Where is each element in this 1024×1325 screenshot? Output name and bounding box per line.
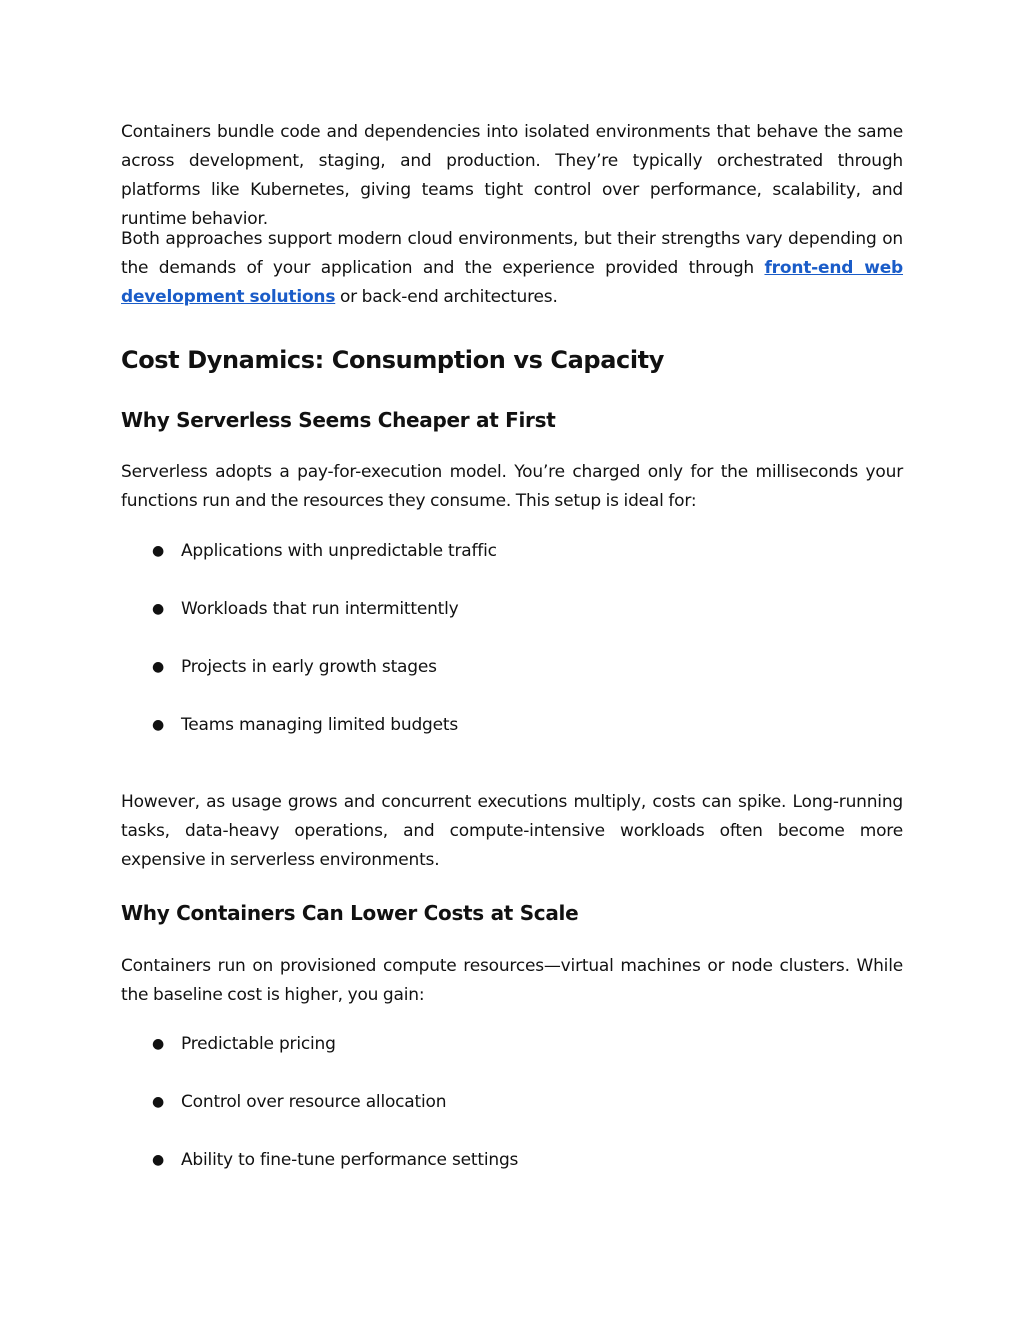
list-item <box>121 537 903 595</box>
list-item <box>121 1030 903 1088</box>
list-item-text: Teams managing limited budgets <box>181 715 459 735</box>
bullet-icon: ● <box>152 717 165 733</box>
list-item <box>121 595 903 653</box>
bullet-icon: ● <box>152 1094 165 1110</box>
list-item <box>121 711 903 769</box>
intro-paragraph: Containers bundle code and dependencies into isolated environments that behave the same across development, staging, and production. They’re typically orchestrated through platforms like Kubernetes, giving teams tight control over performance, scalability, and runtime behavior. <box>121 122 903 229</box>
list-item-text: Ability to fine-tune performance settings <box>181 1150 519 1170</box>
bullet-icon: ● <box>152 601 165 617</box>
list-item-text: Workloads that run intermittently <box>181 599 459 619</box>
bullet-icon: ● <box>152 1036 165 1052</box>
serverless-paragraph: Serverless adopts a pay-for-execution model. You’re charged only for the milliseconds your functions run and the resources they consume. This setup is ideal for: <box>121 462 903 511</box>
subheading-containers: Why Containers Can Lower Costs at Scale <box>121 901 579 925</box>
approaches-text-after-link: or back-end architectures. <box>335 287 558 307</box>
list-item-text: Predictable pricing <box>181 1034 336 1054</box>
serverless-followup-paragraph: However, as usage grows and concurrent executions multiply, costs can spike. Long-running tasks, data-heavy operations, and compute-intensive workloads often become more expensive in serverless environments. <box>121 792 903 870</box>
front-end-web-development-link[interactable]: front-end web development solutions <box>121 258 903 307</box>
list-item <box>121 1088 903 1146</box>
list-item-text: Projects in early growth stages <box>181 657 437 677</box>
list-item <box>121 1146 903 1204</box>
approaches-text-before-link: Both approaches support modern cloud environments, but their strengths vary depending on the demands of your application and the experience provided through <box>121 229 903 278</box>
bullet-icon: ● <box>152 659 165 675</box>
serverless-bullet-list <box>121 537 903 769</box>
containers-paragraph: Containers run on provisioned compute resources—virtual machines or node clusters. While the baseline cost is higher, you gain: <box>121 956 903 1005</box>
list-item-text: Control over resource allocation <box>181 1092 447 1112</box>
section-heading-cost-dynamics: Cost Dynamics: Consumption vs Capacity <box>121 346 664 374</box>
subheading-serverless: Why Serverless Seems Cheaper at First <box>121 408 556 432</box>
bullet-icon: ● <box>152 543 165 559</box>
list-item-text: Applications with unpredictable traffic <box>181 541 497 561</box>
list-item <box>121 653 903 711</box>
bullet-icon: ● <box>152 1152 165 1168</box>
approaches-paragraph <box>121 225 903 312</box>
containers-bullet-list <box>121 1030 903 1204</box>
